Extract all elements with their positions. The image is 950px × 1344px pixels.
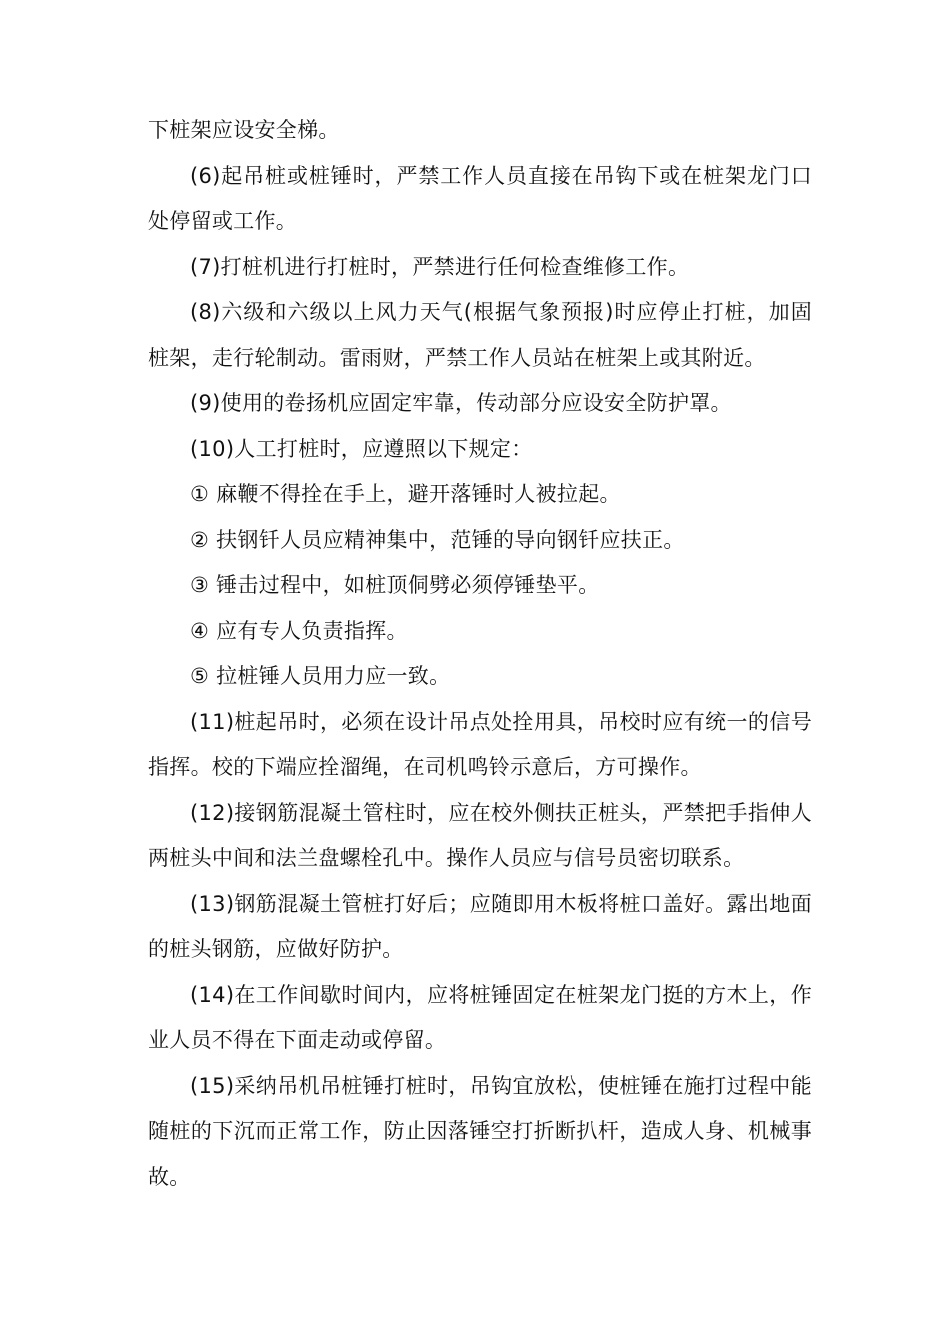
paragraph-item-10: (10)人工打桩时，应遵照以下规定： [190, 436, 533, 461]
paragraph-item-8: (8)六级和六级以上风力天气(根据气象预报)时应停止打桩，加固桩架，走行轮制动。雷雨财，严禁工作人员站在桩架上或其附近。 [148, 300, 812, 370]
paragraph-item-11: (11)桩起吊时，必须在设计吊点处拴用具，吊校时应有统一的信号指挥。校的下端应拴溜绳，在司机鸣铃示意后，方可操作。 [148, 709, 812, 779]
paragraph-item-15: (15)采纳吊机吊桩锤打桩时，吊钩宜放松，使桩锤在施打过程中能随桩的下沉而正常工作，防止因落锤空打折断扒杆，造成人身、机械事故。 [148, 1073, 812, 1189]
sub-item-4: ④ 应有专人负责指挥。 [190, 618, 408, 643]
paragraph-item-9: (9)使用的卷扬机应固定牢靠，传动部分应设安全防护罩。 [190, 391, 732, 415]
paragraph-item-6: (6)起吊桩或桩锤时，严禁工作人员直接在吊钩下或在桩架龙门口处停留或工作。 [148, 163, 812, 233]
sub-item-2: ② 扶钢钎人员应精神集中，范锤的导向钢钎应扶正。 [190, 527, 685, 552]
paragraph-continuation: 下桩架应设安全梯。 [148, 118, 340, 142]
sub-item-5: ⑤ 拉桩锤人员用力应一致。 [190, 664, 451, 688]
sub-item-3: ③ 锤击过程中，如桩顶侗劈必须停锤垫平。 [190, 573, 600, 597]
document-body [148, 108, 812, 1200]
sub-item-1: ① 麻鞭不得拴在手上，避开落锤时人被拉起。 [190, 482, 621, 506]
paragraph-item-14: (14)在工作间歇时间内，应将桩锤固定在桩架龙门挺的方木上，作业人员不得在下面走动或停留。 [148, 982, 812, 1052]
paragraph-item-13: (13)钢筋混凝土管桩打好后；应随即用木板将桩口盖好。露出地面的桩头钢筋，应做好防护。 [148, 891, 812, 961]
paragraph-item-12: (12)接钢筋混凝土管柱时，应在校外侧扶正桩头，严禁把手指伸人两桩头中间和法兰盘螺栓孔中。操作人员应与信号员密切联系。 [148, 800, 812, 870]
paragraph-item-7: (7)打桩机进行打桩时，严禁进行任何检查维修工作。 [190, 254, 690, 279]
